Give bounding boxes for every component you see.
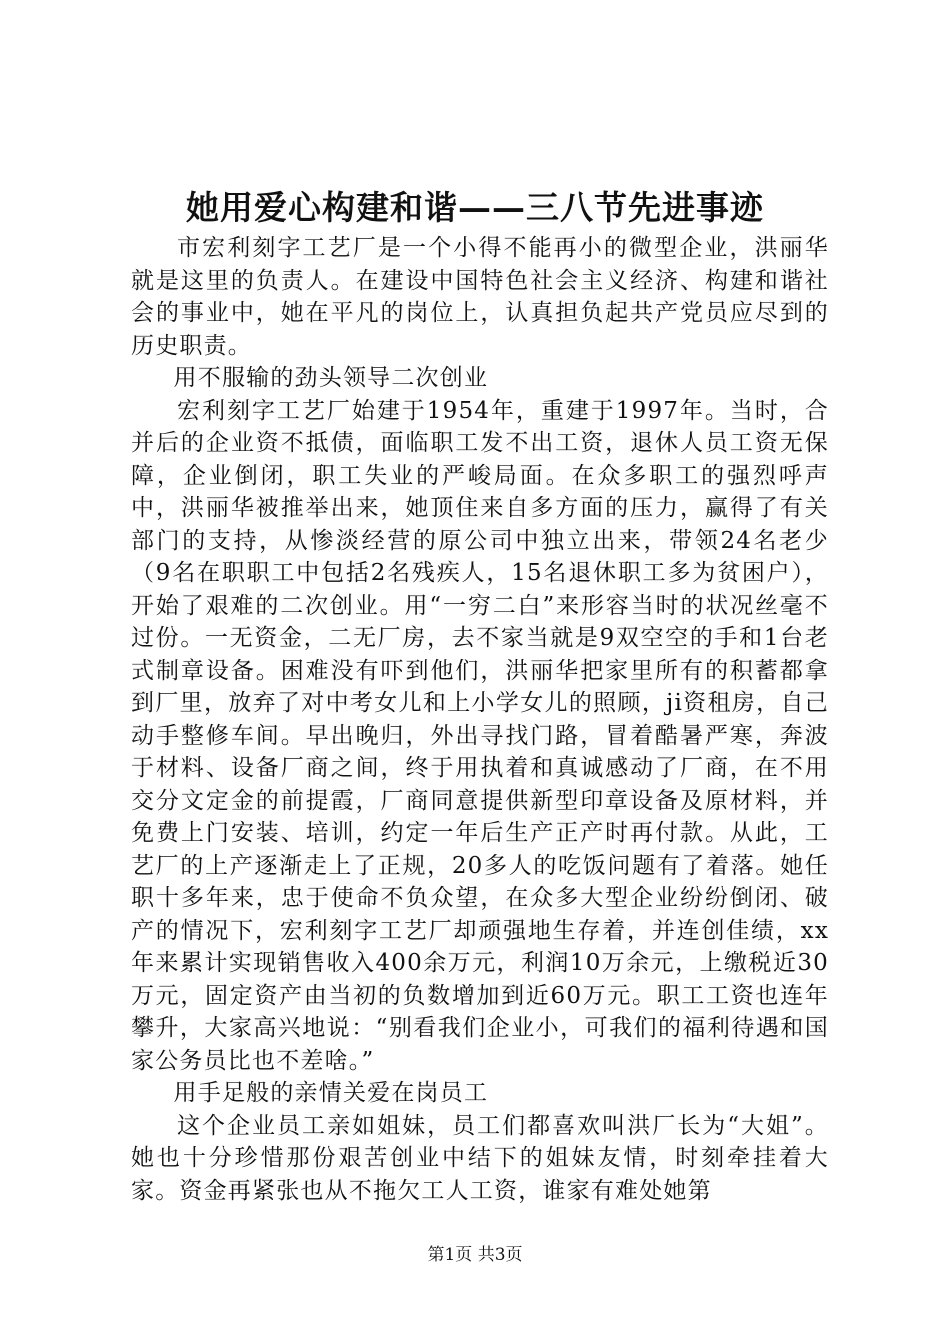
section-heading-employee-care: 用手足般的亲情关爱在岗员工 (173, 1080, 489, 1106)
document-body (131, 232, 829, 1207)
page-number-footer: 第1页 共3页 (427, 1245, 523, 1265)
section-heading-entrepreneurship: 用不服输的劲头领导二次创业 (173, 365, 489, 391)
employee-care-paragraph: 这个企业员工亲如姐妹，员工们都喜欢叫洪厂长为“大姐”。她也十分珍惜那份艰苦创业中结下的姐妹友情，时刻牵挂着大家。资金再紧张也从不拖欠工人工资，谁家有难处她第 (131, 1112, 829, 1204)
intro-paragraph: 市宏利刻字工艺厂是一个小得不能再小的微型企业，洪丽华就是这里的负责人。在建设中国特色社会主义经济、构建和谐社会的事业中，她在平凡的岗位上，认真担负起共产党员应尽到的历史职责。 (131, 235, 829, 359)
entrepreneurship-paragraph: 宏利刻字工艺厂始建于1954年，重建于1997年。当时，合并后的企业资不抵债，面临职工发不出工资，退休人员工资无保障，企业倒闭，职工失业的严峻局面。在众多职工的强烈呼声中，洪丽华被推举出来，她顶住来自多方面的压力，赢得了有关部门的支持，从惨淡经营的原公司中独立出来，带领24名老少（9名在职职工中包括2名残疾人，15名退休职工多为贫困户），开始了艰难的二次创业。用“一穷二白”来形容当时的状况丝毫不过份。一无资金，二无厂房，去不家当就是9双空空的手和1台老式制章设备。困难没有吓到他们，洪丽华把家里所有的积蓄都拿到厂里，放弃了对中考女儿和上小学女儿的照顾，ji资租房，自己动手整修车间。早出晚归，外出寻找门路，冒着酷暑严寒，奔波于材料、设备厂商之间，终于用执着和真诚感动了厂商，在不用交分文定金的前提霞，厂商同意提供新型印章设备及原材料，并免费上门安装、培训，约定一年后生产正产时再付款。从此，工艺厂的上产逐渐走上了正规，20多人的吃饭问题有了着落。她任职十多年来，忠于使命不负众望，在众多大型企业纷纷倒闭、破产的情况下，宏利刻字工艺厂却顽强地生存着，并连创佳绩，xx年来累计实现销售收入400余万元，利润10万余元，上缴税近30万元，固定资产由当初的负数增加到近60万元。职工工资也连年攀升，大家高兴地说：“别看我们企业小，可我们的福利待遇和国家公务员比也不差啥。” (131, 397, 829, 1074)
document-title: 她用爱心构建和谐——三八节先进事迹 (186, 188, 764, 227)
